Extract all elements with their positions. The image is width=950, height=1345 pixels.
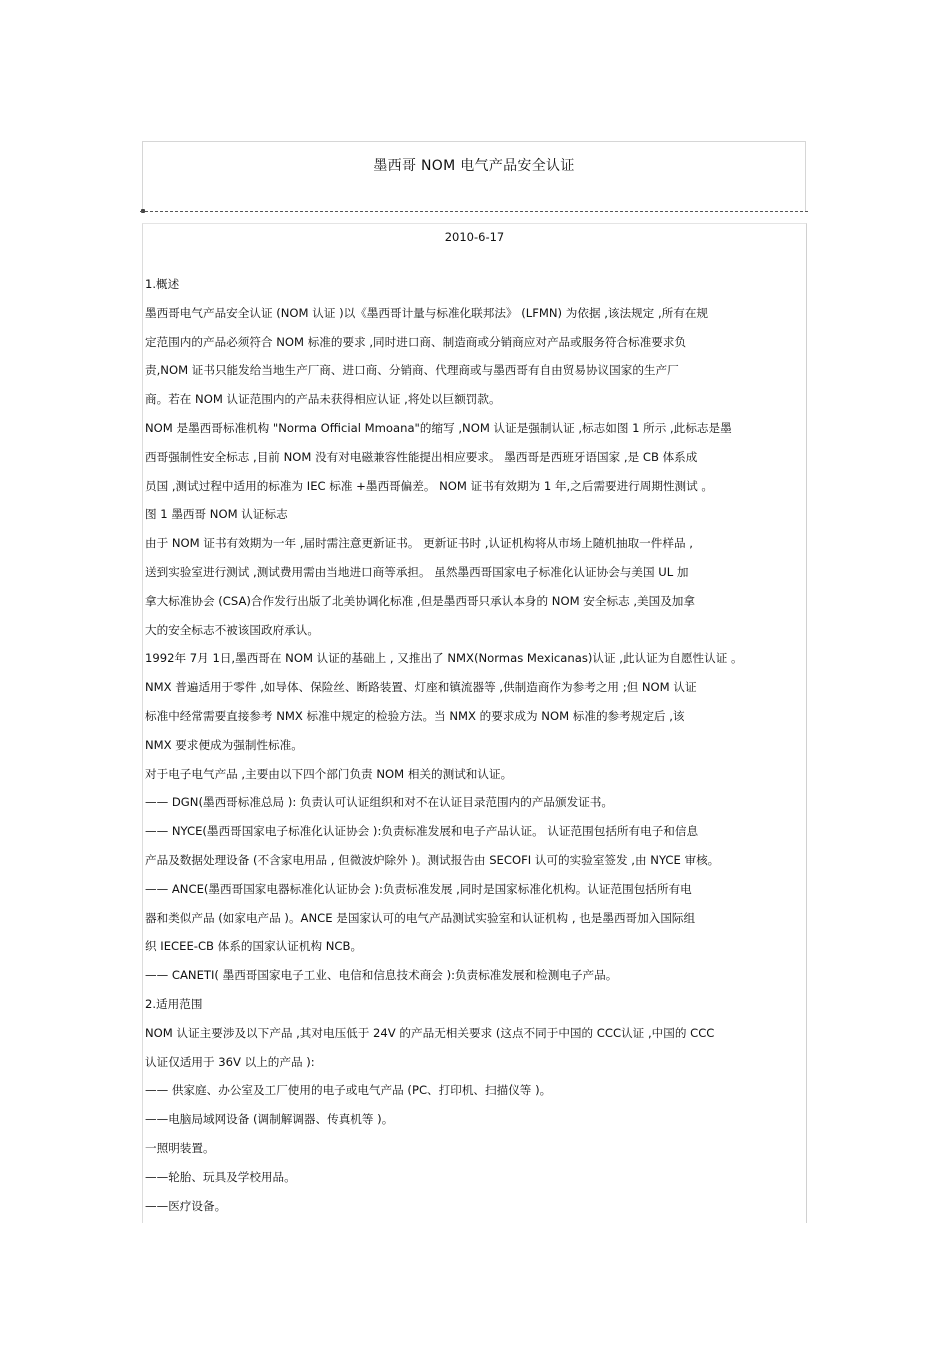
text-line: 图 1 墨西哥 NOM 认证标志 [145, 507, 288, 522]
text-line: 器和类似产品 (如家电产品 )。ANCE 是国家认可的电气产品测试实验室和认证机构 , 也是墨西哥加入国际组 [145, 910, 696, 925]
text-line: 送到实验室进行测试 ,测试费用需由当地进口商等承担。 虽然墨西哥国家电子标准化认证协会与美国 UL 加 [145, 564, 689, 579]
document-title: 墨西哥 NOM 电气产品安全认证 [373, 158, 575, 174]
text-line: NMX 普遍适用于零件 ,如导体、保险丝、断路装置、灯座和镇流器等 ,供制造商作为参考之用 ;但 NOM 认证 [145, 680, 697, 695]
dashed-divider [140, 211, 808, 212]
text-line: 拿大标准协会 (CSA)合作发行出版了北美协调化标准 ,但是墨西哥只承认本身的 NOM 安全标志 ,美国及加拿 [145, 593, 695, 608]
text-line: 2.适用范围 [145, 996, 203, 1011]
text-line: 定范围内的产品必须符合 NOM 标准的要求 ,同时进口商、制造商或分销商应对产品或服务符合标准要求负 [145, 334, 687, 349]
text-line: —— 供家庭、办公室及工厂使用的电子或电气产品 (PC、打印机、扫描仪等 )。 [145, 1083, 552, 1098]
text-line: 责,NOM 证书只能发给当地生产厂商、进口商、分销商、代理商或与墨西哥有自由贸易协议国家的生产厂 [145, 363, 679, 378]
title-box [142, 141, 806, 211]
text-line: 员国 ,测试过程中适用的标准为 IEC 标准 +墨西哥偏差。 NOM 证书有效期为 1 年,之后需要进行周期性测试 。 [145, 478, 714, 493]
text-line: 由于 NOM 证书有效期为一年 ,届时需注意更新证书。 更新证书时 ,认证机构将从市场上随机抽取一件样品 , [145, 536, 693, 551]
text-line: 商。若在 NOM 认证范围内的产品未获得相应认证 ,将处以巨额罚款。 [145, 392, 501, 407]
text-line: —— CANETI( 墨西哥国家电子工业、电信和信息技术商会 ):负责标准发展和检测电子产品。 [145, 968, 618, 983]
document-date: 2010-6-17 [444, 230, 505, 244]
text-line: 标准中经常需要直接参考 NMX 标准中规定的检验方法。当 NMX 的要求成为 NOM 标准的参考规定后 ,该 [145, 708, 685, 723]
text-line: 一照明装置。 [145, 1140, 215, 1155]
text-line: 西哥强制性安全标志 ,目前 NOM 没有对电磁兼容性能提出相应要求。 墨西哥是西班牙语国家 ,是 CB 体系成 [145, 449, 698, 464]
text-line: NMX 要求便成为强制性标准。 [145, 737, 303, 752]
text-line: —— ANCE(墨西哥国家电器标准化认证协会 ):负责标准发展 ,同时是国家标准化机构。认证范围包括所有电 [145, 881, 692, 896]
text-line: 织 IECEE-CB 体系的国家认证机构 NCB。 [145, 939, 363, 954]
text-line: NOM 认证主要涉及以下产品 ,其对电压低于 24V 的产品无相关要求 (这点不同于中国的 CCC认证 ,中国的 CCC [145, 1025, 715, 1040]
text-line: 1992年 7月 1日,墨西哥在 NOM 认证的基础上 , 又推出了 NMX(Normas Mexicanas)认证 ,此认证为自愿性认证 。 [145, 651, 743, 666]
text-line: —— NYCE(墨西哥国家电子标准化认证协会 ):负责标准发展和电子产品认证。 认证范围包括所有电子和信息 [145, 824, 699, 839]
text-line: ——电脑局域网设备 (调制解调器、传真机等 )。 [145, 1112, 394, 1127]
text-line: 认证仅适用于 36V 以上的产品 ): [145, 1054, 315, 1069]
text-line: —— DGN(墨西哥标准总局 ): 负责认可认证组织和对不在认证目录范围内的产品颁发证书。 [145, 795, 613, 810]
text-line: ——轮胎、玩具及学校用品。 [145, 1169, 296, 1184]
text-line: 墨西哥电气产品安全认证 (NOM 认证 )以《墨西哥计量与标准化联邦法》 (LFMN) 为依据 ,该法规定 ,所有在规 [145, 305, 709, 320]
text-line: ——医疗设备。 [145, 1198, 227, 1213]
text-line: 大的安全标志不被该国政府承认。 [145, 622, 319, 637]
text-line: 产品及数据处理设备 (不含家电用品 , 但微波炉除外 )。测试报告由 SECOFI 认可的实验室签发 ,由 NYCE 审核。 [145, 852, 720, 867]
document-text [145, 276, 813, 1226]
text-line: NOM 是墨西哥标准机构 "Norma Official Mmoana"的缩写 ,NOM 认证是强制认证 ,标志如图 1 所示 ,此标志是墨 [145, 420, 732, 435]
text-line: 对于电子电气产品 ,主要由以下四个部门负责 NOM 相关的测试和认证。 [145, 766, 513, 781]
document-body [142, 223, 807, 1223]
text-line: 1.概述 [145, 277, 180, 291]
